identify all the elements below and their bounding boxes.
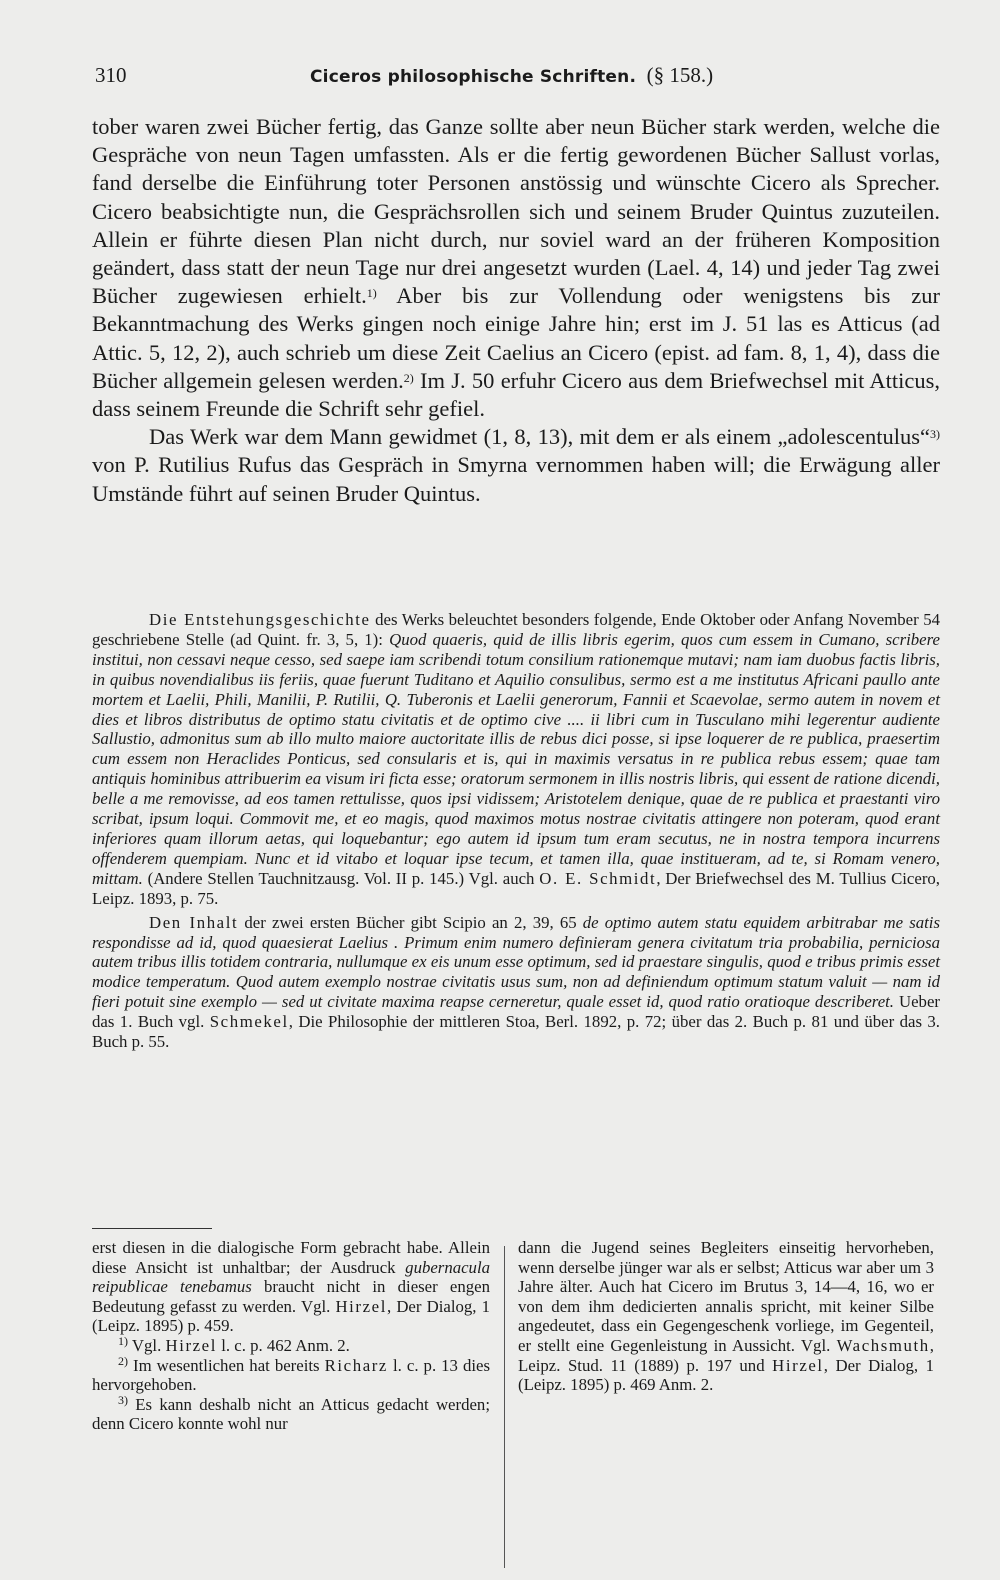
- running-title-text: Ciceros philosophische Schriften.: [310, 67, 637, 87]
- main-text: [92, 113, 940, 508]
- small-2-outro: Ueber das 1. Buch vgl.: [92, 992, 940, 1032]
- small-print-section: [92, 610, 940, 1052]
- fn-right-text: dann die Jugend seines Begleiters einseitig hervorheben, wenn derselbe jünger war als er selbst; Atticus war aber um 3 Jahre älter. Auch hat Cicero im Brutus 3, 14—4, 16, wo er von dem ihm dedicierten annalis spricht, mit keiner Silbe angedeutet, dass ein Gegengeschenk vorliege, im Gegenteil, er stellt eine Gegenleistung in Aussicht. Vgl.: [518, 1238, 934, 1355]
- small-2-intro: der zwei ersten Bücher gibt Scipio an 2, 39, 65: [238, 912, 583, 932]
- footnote-2-text: Im wesentlichen hat bereits: [128, 1355, 325, 1375]
- small-2-outro-2: , Die Philosophie der mittleren Stoa, Berl. 1892, p. 72; über das 2. Buch p. 81 und über das 3. Buch p. 55.: [92, 1012, 940, 1052]
- footnote-1: [92, 1333, 490, 1356]
- paragraph-2-text: Das Werk war dem Mann gewidmet (1, 8, 13), mit dem er als einem „adolescentulus“: [149, 424, 930, 450]
- footnote-1-author: Hirzel: [165, 1335, 217, 1355]
- footnote-1-mark: 1): [118, 1333, 128, 1348]
- fn-right-author-2: Hirzel: [772, 1355, 824, 1375]
- paragraph-1: [92, 113, 940, 423]
- paragraph-1-text-c: Im J. 50 erfuhr Cicero aus dem Briefwechsel mit Atticus, dass seinem Freunde die Schrift sehr gefiel.: [92, 367, 941, 422]
- footnotes-right-column: [518, 1238, 934, 1395]
- fn-cont-text-b: braucht nicht in dieser engen Bedeutung gefasst zu werden. Vgl.: [92, 1277, 490, 1316]
- small-paragraph-2: [92, 913, 940, 1052]
- footnote-3: [92, 1392, 490, 1434]
- column-divider: [504, 1246, 505, 1568]
- author-schmekel: Schmekel: [209, 1012, 289, 1032]
- footnote-continuation: [92, 1238, 490, 1336]
- footnote-2-text-b: l. c. p. 13 dies hervorgehoben.: [92, 1355, 490, 1395]
- paragraph-1-text: tober waren zwei Bücher fertig, das Ganze sollte aber neun Bücher stark werden, welche die Gespräche von neun Tagen umfassten. Als er die fertig gewordenen Bücher Sallust vorlas, fand derselbe die Einführung toter Personen anstössig und wünschte Cicero als Sprecher. Cicero beabsichtigte nun, die Gesprächsrollen sich und seinem Bruder Quintus zuzuteilen. Allein er führte diesen Plan nicht durch, nur soviel ward an der früheren Komposition geändert, dass statt der neun Tage nur drei angesetzt wurden (Lael. 4, 14) und jeder Tag zwei Bücher zugewiesen erhielt.: [92, 114, 940, 309]
- paragraph-2-text-b: von P. Rutilius Rufus das Gespräch in Smyrna vernommen haben will; die Erwägung aller Umstände führt auf seinen Bruder Quintus.: [92, 452, 940, 506]
- paragraph-1-text-b: Aber bis zur Vollendung oder wenigstens bis zur Bekanntmachung des Werks gingen noch einige Jahre hin; erst im J. 51 las es Atticus (ad Attic. 5, 12, 2), auch schrieb um diese Zeit Caelius an Cicero (epist. ad fam. 8, 1, 4), dass die Bücher allgemein gelesen werden.: [92, 283, 940, 393]
- page-number: 310: [95, 63, 127, 87]
- fn-cont-text: erst diesen in die dialogische Form gebracht habe. Allein diese Ansicht ist unhaltbar; der Ausdruck: [92, 1238, 490, 1277]
- footnote-1-text-b: l. c. p. 462 Anm. 2.: [217, 1335, 350, 1355]
- small-1-intro: des Werks beleuchtet besonders folgende, Ende Oktober oder Anfang November 54 geschriebene Stelle (ad Quint. fr. 3, 5, 1):: [92, 610, 940, 649]
- fn-cont-text-c: , Der Dialog, 1 (Leipz. 1895) p. 459.: [92, 1296, 490, 1336]
- fn-cont-latin: gubernacula reipublicae tenebamus: [92, 1257, 490, 1297]
- fn-cont-author: Hirzel: [335, 1296, 387, 1316]
- spaced-heading-2: Den Inhalt: [149, 912, 239, 932]
- latin-quote-2: de optimo autem statu equidem arbitrabar me satis respondisse ad id, quod quaesierat Laelius . Primum enim numero definieram genera civitatum tria probabilia, perniciosa autem tribus illis totidem contraria, nullumque ex eis unum esse optimum, sed id praestare singulis, quod e tribus primis esset modice temperatum. Quod autem exemplo nostrae civitatis usus sum, non ad definiendum optimum statum valuit — nam id fieri potuit sine exemplo — sed ut civitate maxima reapse cerneretur, quale esset id, quod ratio oratioque describeret.: [92, 912, 940, 1012]
- footnote-3-mark: 3): [118, 1392, 128, 1407]
- paragraph-2: [92, 423, 940, 508]
- footnote-2: [92, 1353, 490, 1395]
- author-schmidt: O. E. Schmidt: [539, 868, 657, 888]
- latin-quote-1: Quod quaeris, quid de illis libris egerim, quos cum essem in Cumano, scribere institui, non cessavi neque cesso, sed saepe iam scribendi totum consilium rationemque mutavi; nam iam duobus factis libris, in quibus novendialibus iis feriis, quae fuerunt Tuditano et Aquilio consulibus, sermo est a me institutus Africani paullo ante mortem et Laelii, Phili, Manilii, P. Rutilii, Q. Tuberonis et Laelii generorum, Fannii et Scaevolae, sermo autem in novem et dies et libros distributus de optimo statu civitatis et de optimo cive .... ii libri cum in Tusculano mihi legerentur audiente Sallustio, admonitus sum ab illo multo maiore auctoritate illis de rebus dici posse, si ipse loquerer de re publica, praesertim cum essem non Heraclides Ponticus, sed consularis et is, qui in maximis versatus in re publica rebus essem; quae tam antiquis hominibus attribuerim ea visum iri ficta esse; oratorum sermonem in illis nostris libris, qui essent de ratione dicendi, belle a me removisse, ad eos tamen rettulisse, quos ipsi vidissem; Aristotelem denique, quae de re publica et praestanti viro scribat, ipsum loqui. Commovit me, et eo magis, quod maximos motus nostrae civitatis attingere non poteram, quod erant inferiores quam illorum aetas, qui loquebantur; ego autem id ipsum tum eram secutus, ne in nostra tempora incurrens offenderem quempiam. Nunc et id vitabo et loquar ipse tecum, et tamen illa, quae institueram, ad te, si Romam venero, mittam.: [92, 629, 940, 888]
- footnote-ref-1: 1): [366, 286, 377, 301]
- small-paragraph-1: [92, 610, 940, 909]
- fn-right-text-c: , Der Dialog, 1 (Leipz. 1895) p. 469 Anm. 2.: [518, 1355, 934, 1395]
- footnotes-left-column: [92, 1238, 490, 1434]
- footnote-2-mark: 2): [118, 1353, 128, 1368]
- fn-right-author-1: Wachsmuth: [836, 1335, 930, 1355]
- footnote-3-continuation: [518, 1238, 934, 1395]
- fn-right-text-b: , Leipz. Stud. 11 (1889) p. 197 und: [518, 1335, 934, 1375]
- footnote-ref-3: 3): [930, 427, 940, 442]
- footnote-ref-2: 2): [403, 370, 414, 385]
- spaced-heading-1: Die Entstehungsgeschichte: [149, 610, 371, 629]
- footnote-2-author: Richarz: [324, 1355, 388, 1375]
- section-mark: (§ 158.): [646, 63, 714, 87]
- footnote-3-text: Es kann deshalb nicht an Atticus gedacht werden; denn Cicero konnte wohl nur: [92, 1394, 490, 1434]
- footnote-rule: [92, 1228, 212, 1229]
- running-title: [310, 58, 713, 94]
- running-header: [95, 58, 935, 92]
- small-1-outro-2: , Der Briefwechsel des M. Tullius Cicero, Leipz. 1893, p. 75.: [92, 868, 940, 908]
- footnote-1-text: Vgl.: [128, 1335, 166, 1355]
- small-1-outro: (Andere Stellen Tauchnitzausg. Vol. II p. 145.) Vgl. auch: [142, 868, 540, 888]
